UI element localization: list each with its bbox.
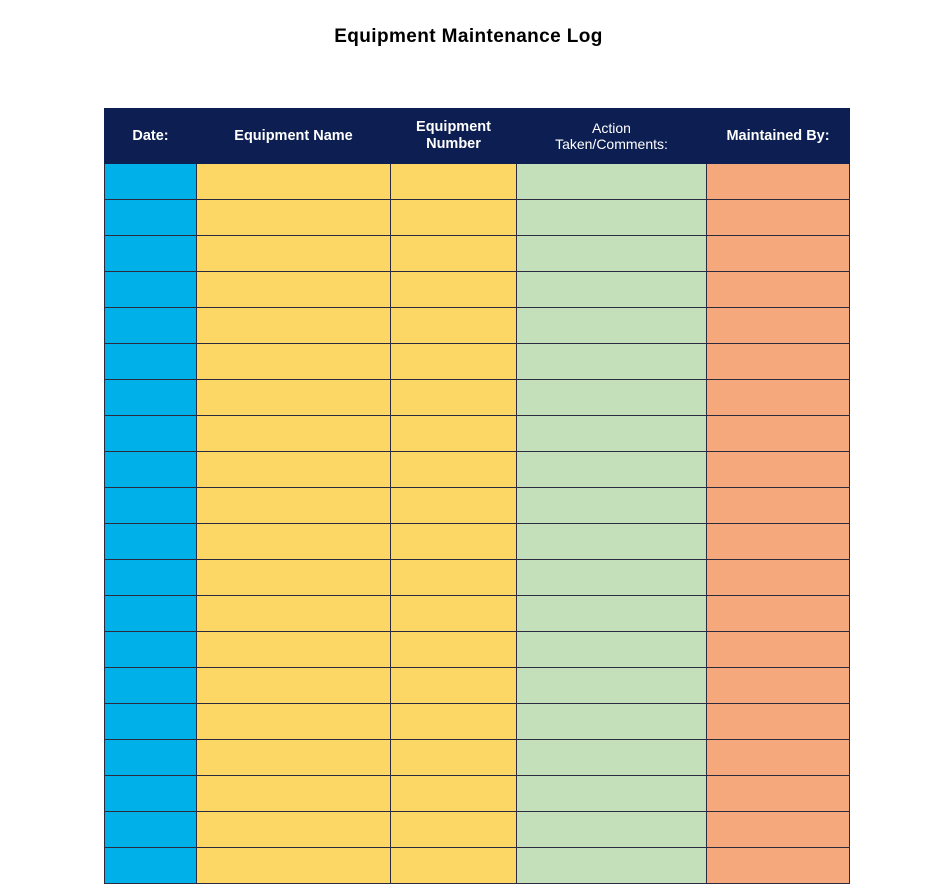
cell-action-taken[interactable]	[517, 380, 707, 416]
table-row	[105, 740, 850, 776]
cell-date[interactable]	[105, 200, 197, 236]
cell-equipment-name[interactable]	[197, 596, 391, 632]
table-body	[105, 164, 850, 884]
cell-maintained-by[interactable]	[707, 272, 850, 308]
cell-equipment-number[interactable]	[391, 560, 517, 596]
cell-equipment-name[interactable]	[197, 776, 391, 812]
cell-equipment-name[interactable]	[197, 560, 391, 596]
cell-equipment-name[interactable]	[197, 704, 391, 740]
table-row	[105, 308, 850, 344]
table-row	[105, 380, 850, 416]
column-header-equipment-number	[391, 109, 517, 164]
cell-date[interactable]	[105, 668, 197, 704]
cell-maintained-by[interactable]	[707, 524, 850, 560]
cell-action-taken[interactable]	[517, 524, 707, 560]
cell-equipment-name[interactable]	[197, 416, 391, 452]
cell-maintained-by[interactable]	[707, 380, 850, 416]
cell-date[interactable]	[105, 236, 197, 272]
cell-maintained-by[interactable]	[707, 704, 850, 740]
table-row	[105, 776, 850, 812]
cell-date[interactable]	[105, 596, 197, 632]
table-row	[105, 272, 850, 308]
column-header-maintained-by	[707, 109, 850, 164]
cell-equipment-name[interactable]	[197, 740, 391, 776]
table-row	[105, 344, 850, 380]
column-header-equipment-number-line2: Number	[426, 136, 481, 152]
cell-action-taken[interactable]	[517, 776, 707, 812]
cell-date[interactable]	[105, 488, 197, 524]
cell-action-taken[interactable]	[517, 740, 707, 776]
cell-date[interactable]	[105, 740, 197, 776]
column-header-date	[105, 109, 197, 164]
cell-equipment-name[interactable]	[197, 668, 391, 704]
cell-maintained-by[interactable]	[707, 308, 850, 344]
table-row	[105, 416, 850, 452]
column-header-action-line1: Action	[592, 119, 631, 136]
cell-maintained-by[interactable]	[707, 776, 850, 812]
cell-action-taken[interactable]	[517, 164, 707, 200]
cell-equipment-number[interactable]	[391, 704, 517, 740]
table-row	[105, 452, 850, 488]
cell-date[interactable]	[105, 164, 197, 200]
cell-date[interactable]	[105, 560, 197, 596]
column-header-maintained-by-label: Maintained By:	[726, 127, 830, 144]
cell-maintained-by[interactable]	[707, 344, 850, 380]
table-row	[105, 560, 850, 596]
cell-action-taken[interactable]	[517, 560, 707, 596]
cell-date[interactable]	[105, 416, 197, 452]
cell-action-taken[interactable]	[517, 632, 707, 668]
cell-date[interactable]	[105, 704, 197, 740]
table-header-row	[105, 109, 850, 164]
cell-date[interactable]	[105, 812, 197, 848]
cell-equipment-number[interactable]	[391, 524, 517, 560]
column-header-action-line2: Taken/Comments:	[555, 136, 668, 152]
column-header-equipment-name-label: Equipment Name	[234, 127, 353, 144]
cell-action-taken[interactable]	[517, 452, 707, 488]
table-row	[105, 668, 850, 704]
cell-maintained-by[interactable]	[707, 632, 850, 668]
maintenance-log-table-container	[104, 108, 849, 884]
cell-action-taken[interactable]	[517, 668, 707, 704]
cell-equipment-number[interactable]	[391, 812, 517, 848]
table-row	[105, 200, 850, 236]
table-row	[105, 164, 850, 200]
cell-date[interactable]	[105, 632, 197, 668]
cell-equipment-number[interactable]	[391, 308, 517, 344]
cell-equipment-name[interactable]	[197, 452, 391, 488]
cell-equipment-number[interactable]	[391, 632, 517, 668]
cell-maintained-by[interactable]	[707, 488, 850, 524]
cell-date[interactable]	[105, 272, 197, 308]
cell-maintained-by[interactable]	[707, 236, 850, 272]
cell-action-taken[interactable]	[517, 812, 707, 848]
cell-date[interactable]	[105, 776, 197, 812]
cell-equipment-number[interactable]	[391, 200, 517, 236]
cell-equipment-number[interactable]	[391, 380, 517, 416]
cell-action-taken[interactable]	[517, 200, 707, 236]
table-row	[105, 488, 850, 524]
cell-equipment-name[interactable]	[197, 524, 391, 560]
table-row	[105, 236, 850, 272]
cell-maintained-by[interactable]	[707, 740, 850, 776]
cell-maintained-by[interactable]	[707, 164, 850, 200]
cell-action-taken[interactable]	[517, 704, 707, 740]
cell-equipment-number[interactable]	[391, 776, 517, 812]
cell-equipment-name[interactable]	[197, 380, 391, 416]
cell-date[interactable]	[105, 344, 197, 380]
cell-equipment-number[interactable]	[391, 488, 517, 524]
cell-action-taken[interactable]	[517, 308, 707, 344]
cell-equipment-number[interactable]	[391, 344, 517, 380]
cell-equipment-number[interactable]	[391, 740, 517, 776]
cell-maintained-by[interactable]	[707, 812, 850, 848]
table-row	[105, 704, 850, 740]
cell-action-taken[interactable]	[517, 272, 707, 308]
cell-equipment-number[interactable]	[391, 236, 517, 272]
table-header	[105, 109, 850, 164]
table-row	[105, 524, 850, 560]
cell-equipment-name[interactable]	[197, 344, 391, 380]
table-row	[105, 632, 850, 668]
cell-action-taken[interactable]	[517, 344, 707, 380]
page-title: Equipment Maintenance Log	[334, 26, 603, 47]
cell-equipment-number[interactable]	[391, 164, 517, 200]
cell-maintained-by[interactable]	[707, 416, 850, 452]
cell-maintained-by[interactable]	[707, 200, 850, 236]
cell-equipment-number[interactable]	[391, 848, 517, 884]
cell-action-taken[interactable]	[517, 416, 707, 452]
cell-equipment-name[interactable]	[197, 308, 391, 344]
cell-date[interactable]	[105, 848, 197, 884]
cell-equipment-name[interactable]	[197, 812, 391, 848]
cell-date[interactable]	[105, 452, 197, 488]
cell-equipment-name[interactable]	[197, 236, 391, 272]
cell-equipment-number[interactable]	[391, 416, 517, 452]
cell-equipment-name[interactable]	[197, 200, 391, 236]
cell-equipment-number[interactable]	[391, 596, 517, 632]
column-header-equipment-number-line1: Equipment	[416, 119, 491, 136]
cell-date[interactable]	[105, 524, 197, 560]
cell-maintained-by[interactable]	[707, 452, 850, 488]
cell-equipment-number[interactable]	[391, 452, 517, 488]
cell-action-taken[interactable]	[517, 596, 707, 632]
cell-equipment-name[interactable]	[197, 488, 391, 524]
column-header-date-label: Date:	[132, 127, 169, 144]
cell-action-taken[interactable]	[517, 488, 707, 524]
cell-maintained-by[interactable]	[707, 560, 850, 596]
cell-date[interactable]	[105, 380, 197, 416]
cell-action-taken[interactable]	[517, 848, 707, 884]
cell-equipment-number[interactable]	[391, 668, 517, 704]
table-row	[105, 812, 850, 848]
cell-maintained-by[interactable]	[707, 596, 850, 632]
cell-equipment-name[interactable]	[197, 164, 391, 200]
table-row	[105, 596, 850, 632]
cell-date[interactable]	[105, 308, 197, 344]
column-header-action-taken	[517, 109, 707, 164]
cell-maintained-by[interactable]	[707, 668, 850, 704]
column-header-equipment-name	[197, 109, 391, 164]
cell-equipment-name[interactable]	[197, 272, 391, 308]
maintenance-log-table	[104, 108, 850, 884]
cell-equipment-name[interactable]	[197, 632, 391, 668]
cell-equipment-number[interactable]	[391, 272, 517, 308]
cell-equipment-name[interactable]	[197, 848, 391, 884]
cell-action-taken[interactable]	[517, 236, 707, 272]
cell-maintained-by[interactable]	[707, 848, 850, 884]
table-row	[105, 848, 850, 884]
